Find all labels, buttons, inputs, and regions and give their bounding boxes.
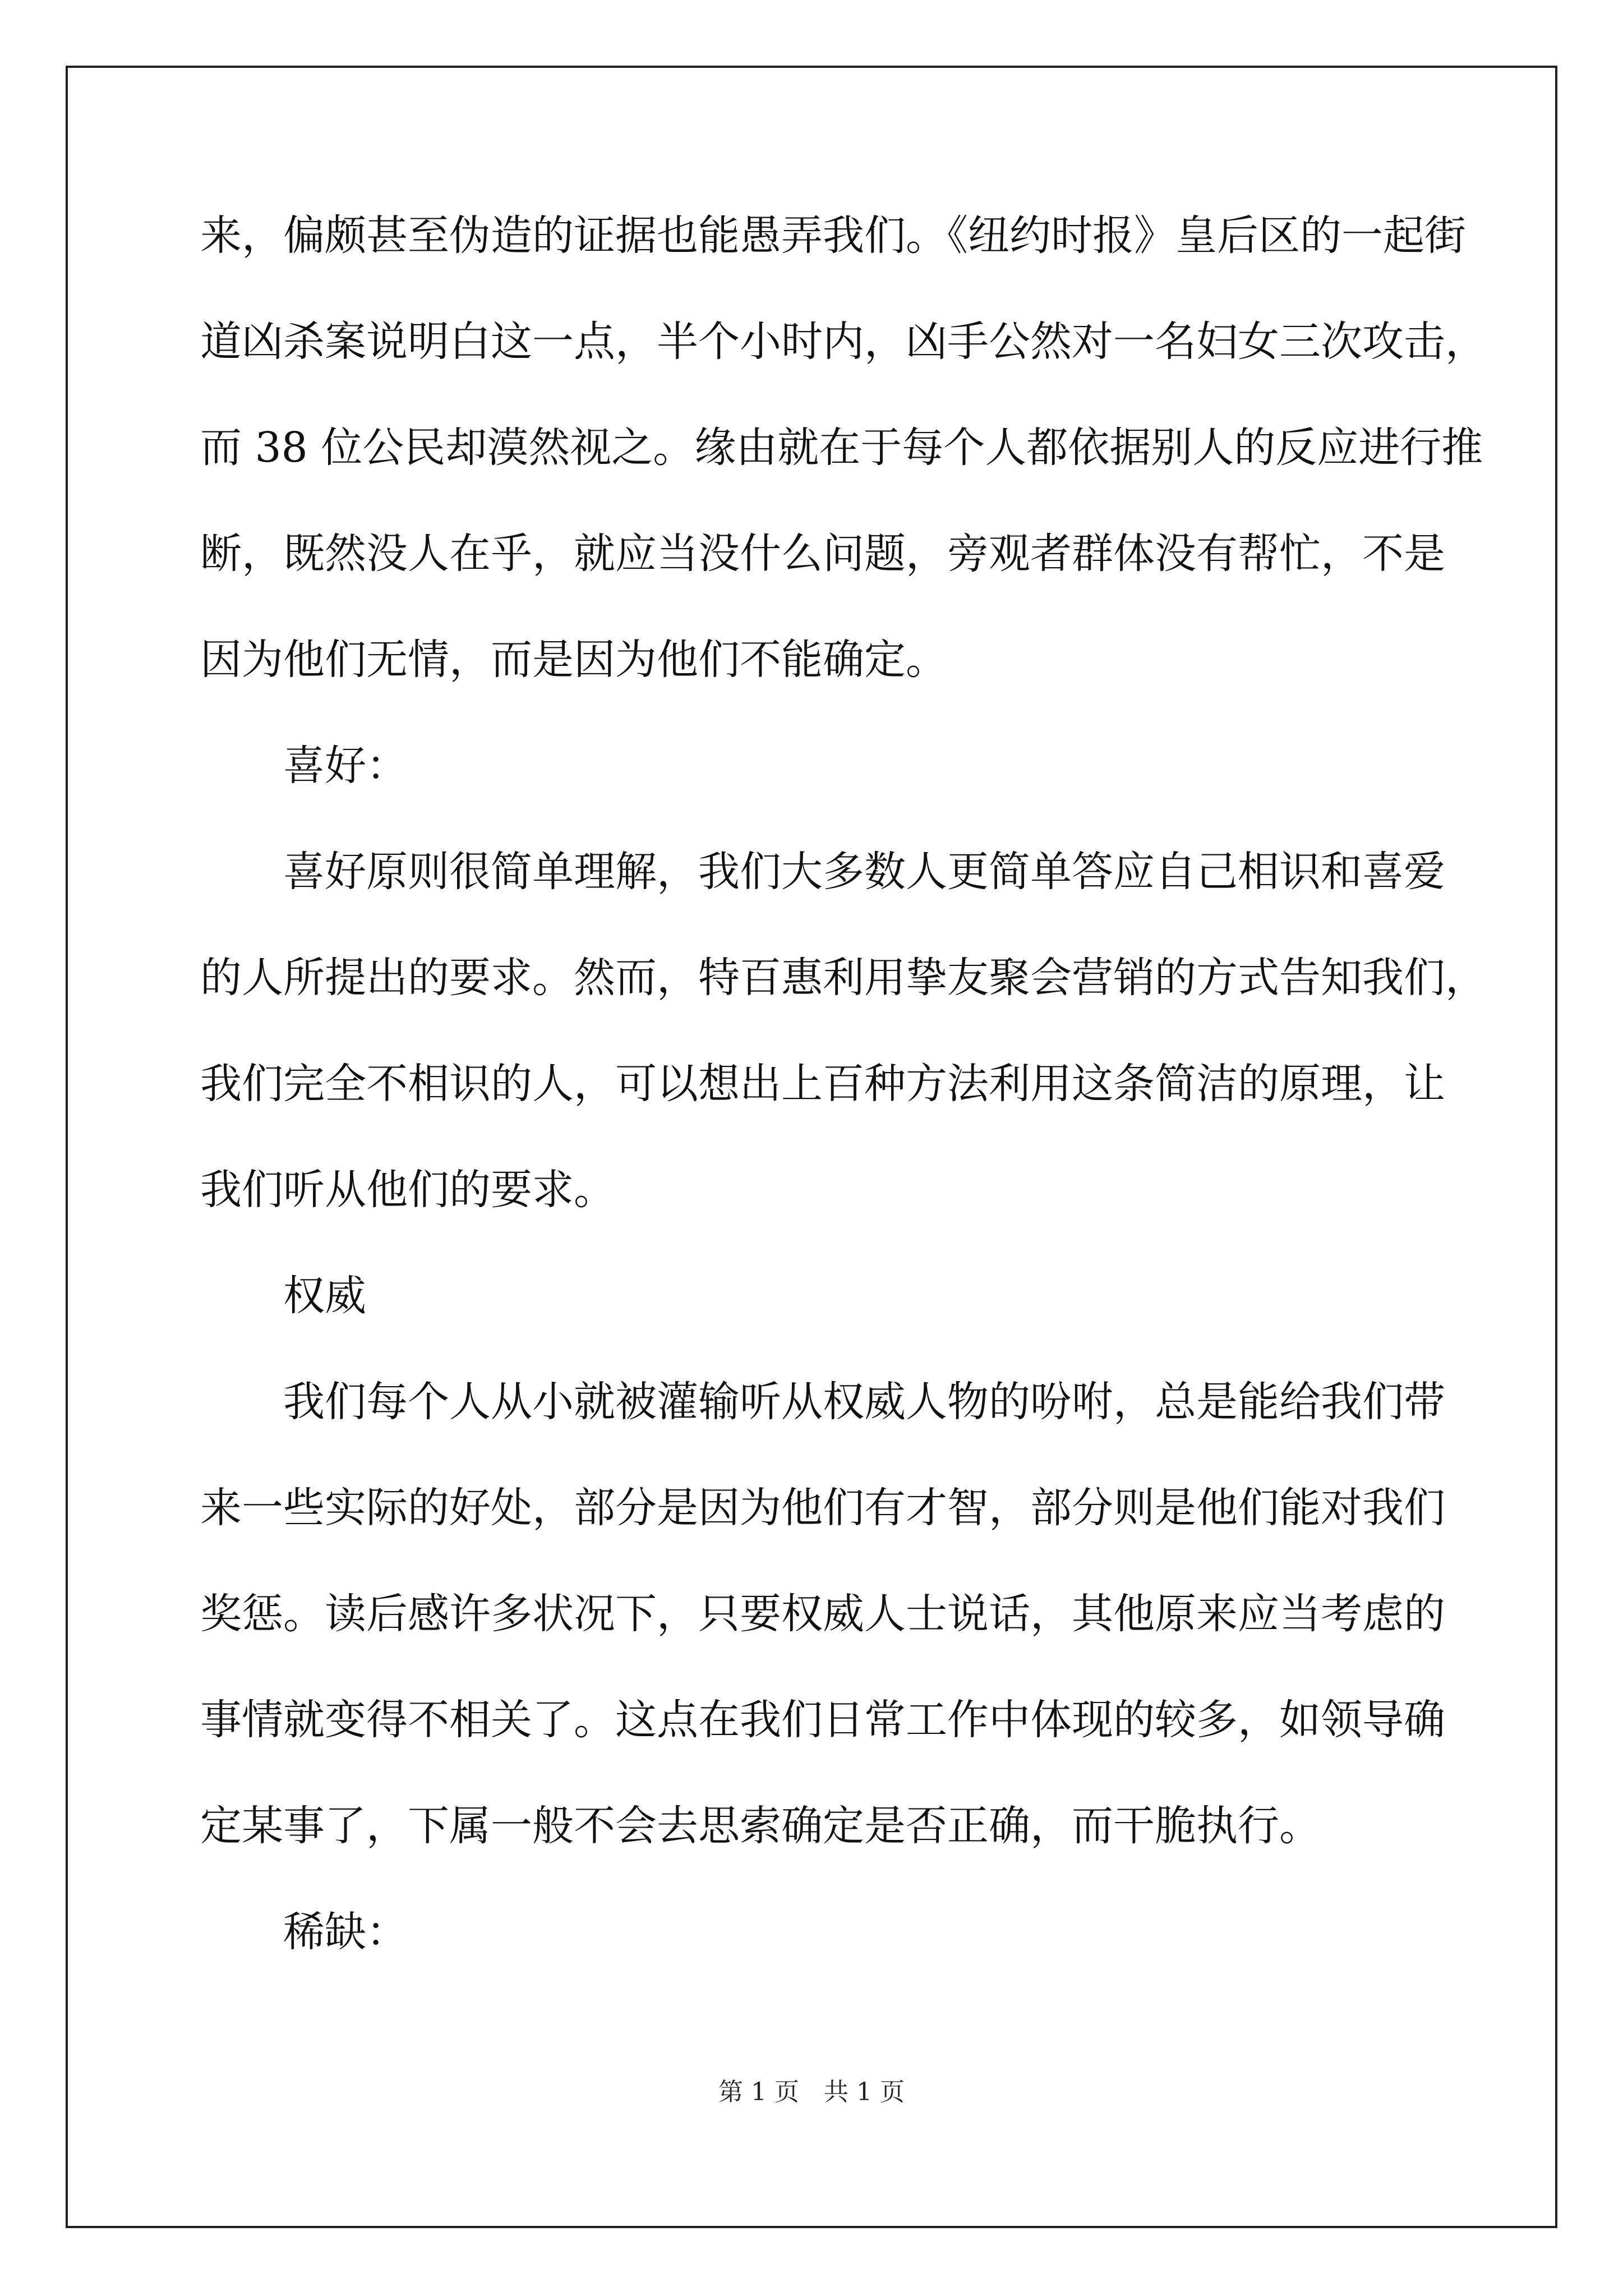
body-line-12: 奖惩。读后感许多状况下，只要权威人士说话，其他原来应当考虑的 bbox=[200, 1590, 1445, 1638]
body-line-1: 来，偏颇甚至伪造的证据也能愚弄我们。《纽约时报》皇后区的一起街 bbox=[200, 211, 1466, 260]
body-line-6: 喜好原则很简单理解，我们大多数人更简单答应自己相识和喜爱 bbox=[283, 848, 1445, 896]
section-heading-authority: 权威 bbox=[283, 1272, 366, 1320]
body-line-8: 我们完全不相识的人，可以想出上百种方法利用这条简洁的原理，让 bbox=[200, 1060, 1445, 1108]
page-footer: 第 1 页 共 1 页 bbox=[718, 2078, 905, 2106]
body-line-7: 的人所提出的要求。然而，特百惠利用挚友聚会营销的方式告知我们， bbox=[200, 954, 1487, 1002]
body-line-3: 而 38 位公民却漠然视之。缘由就在于每个人都依据别人的反应进行推 bbox=[200, 424, 1483, 472]
body-line-4: 断，既然没人在乎，就应当没什么问题，旁观者群体没有帮忙，不是 bbox=[200, 530, 1445, 578]
body-line-13: 事情就变得不相关了。这点在我们日常工作中体现的较多，如领导确 bbox=[200, 1696, 1445, 1744]
body-line-5: 因为他们无情，而是因为他们不能确定。 bbox=[200, 636, 947, 684]
body-line-2: 道凶杀案说明白这一点，半个小时内，凶手公然对一名妇女三次攻击， bbox=[200, 318, 1487, 366]
section-heading-scarcity: 稀缺： bbox=[283, 1908, 408, 1956]
body-line-9: 我们听从他们的要求。 bbox=[200, 1166, 615, 1214]
body-line-10: 我们每个人从小就被灌输听从权威人物的吩咐，总是能给我们带 bbox=[283, 1378, 1445, 1426]
section-heading-likes: 喜好： bbox=[283, 742, 408, 790]
body-line-14: 定某事了，下属一般不会去思索确定是否正确，而干脆执行。 bbox=[200, 1802, 1321, 1850]
body-line-11: 来一些实际的好处，部分是因为他们有才智，部分则是他们能对我们 bbox=[200, 1484, 1445, 1532]
